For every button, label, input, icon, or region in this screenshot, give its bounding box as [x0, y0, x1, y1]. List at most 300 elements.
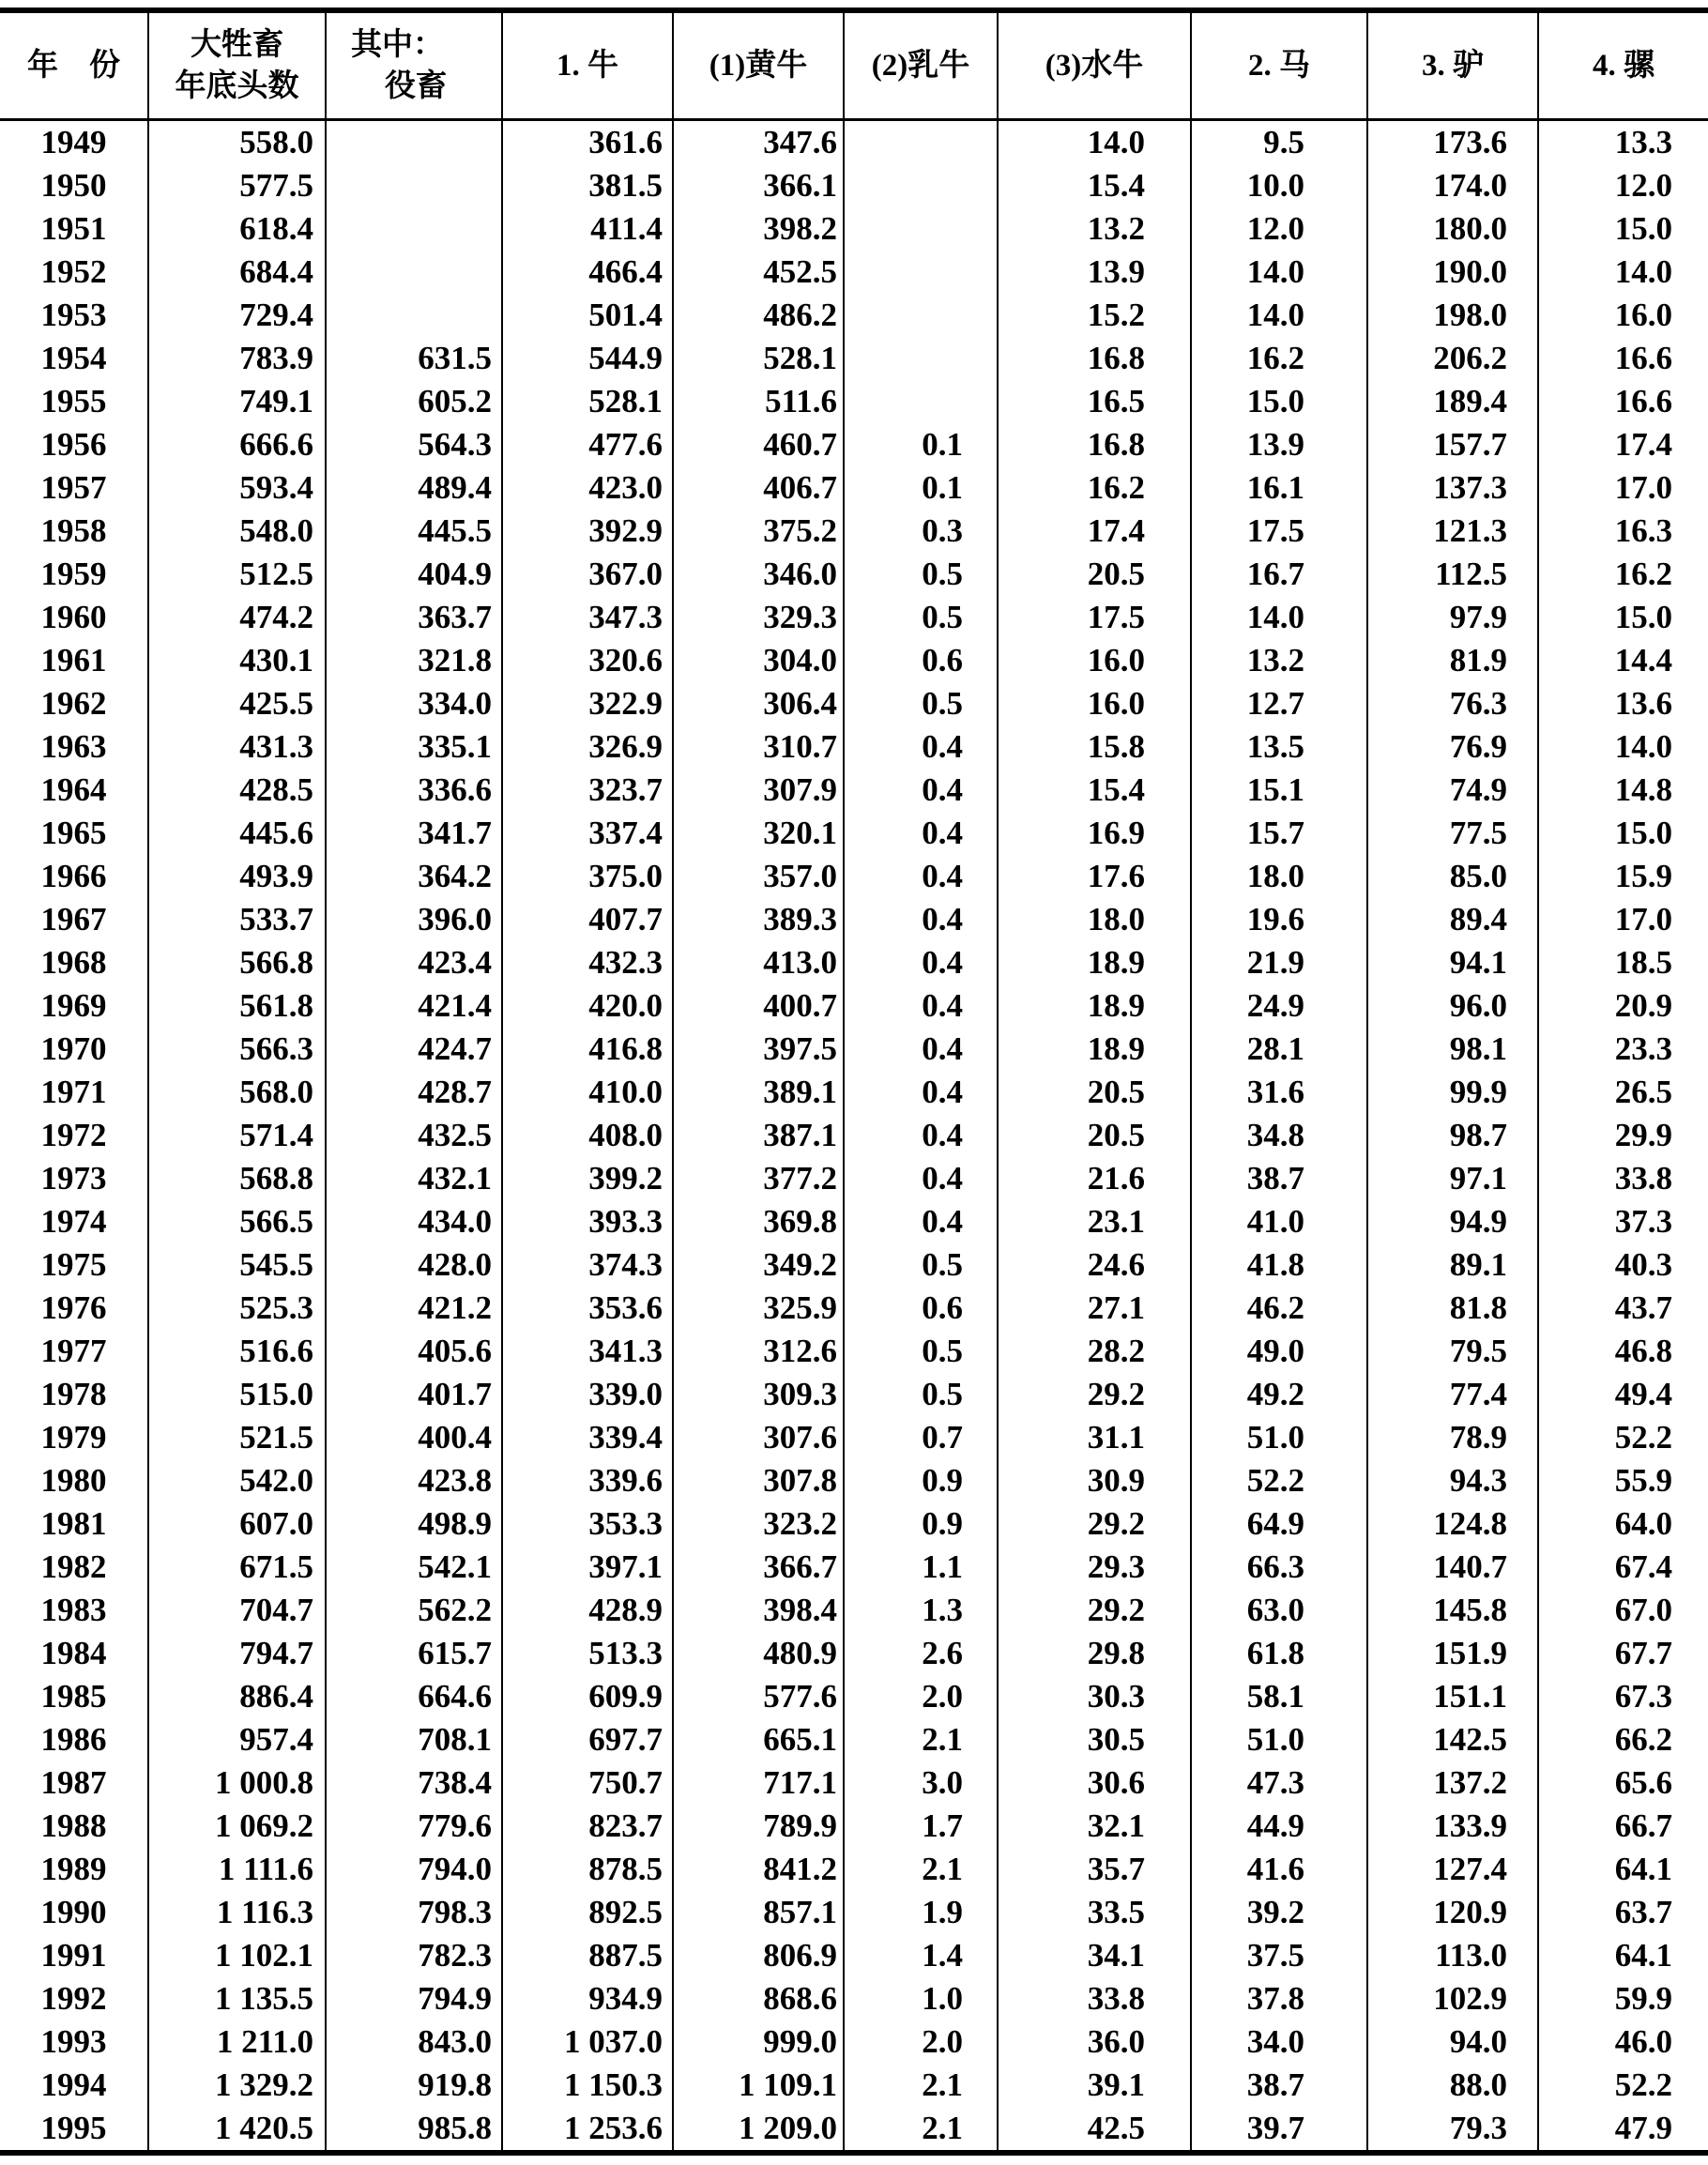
value-cell-yellow-cattle-1987: 717.1 — [673, 1761, 844, 1805]
value-cell-draft-animals-1950 — [326, 164, 502, 207]
value-cell-donkey-1950: 174.0 — [1367, 164, 1538, 207]
table-row-1953 — [0, 294, 1708, 337]
value-cell-dairy-cattle-1959: 0.5 — [844, 553, 998, 596]
table-body — [0, 120, 1708, 2154]
livestock-table — [0, 8, 1708, 2156]
value-cell-cattle-1970: 416.8 — [502, 1028, 673, 1071]
value-cell-yellow-cattle-1952: 452.5 — [673, 251, 844, 294]
value-cell-yellow-cattle-1989: 841.2 — [673, 1848, 844, 1891]
value-cell-water-buffalo-1984: 29.8 — [998, 1632, 1191, 1675]
value-cell-water-buffalo-1988: 32.1 — [998, 1805, 1191, 1848]
table-row-1987 — [0, 1761, 1708, 1805]
value-cell-water-buffalo-1975: 24.6 — [998, 1243, 1191, 1287]
value-cell-horse-1956: 13.9 — [1191, 423, 1367, 466]
value-cell-mule-1960: 15.0 — [1538, 596, 1708, 639]
value-cell-cattle-1949: 361.6 — [502, 120, 673, 165]
value-cell-dairy-cattle-1972: 0.4 — [844, 1114, 998, 1157]
year-cell-1961: 1961 — [40, 642, 107, 678]
value-cell-horse-1951: 12.0 — [1191, 207, 1367, 251]
year-cell-1962: 1962 — [40, 685, 107, 722]
value-cell-cattle-1985: 609.9 — [502, 1675, 673, 1718]
value-cell-dairy-cattle-1964: 0.4 — [844, 769, 998, 812]
table-row-1949 — [0, 120, 1708, 165]
value-cell-yellow-cattle-1986: 665.1 — [673, 1718, 844, 1761]
table-row-1965 — [0, 812, 1708, 855]
value-cell-yellow-cattle-1962: 306.4 — [673, 682, 844, 725]
value-cell-water-buffalo-1991: 34.1 — [998, 1934, 1191, 1977]
value-cell-dairy-cattle-1976: 0.6 — [844, 1287, 998, 1330]
value-cell-dairy-cattle-1960: 0.5 — [844, 596, 998, 639]
value-cell-cattle-1951: 411.4 — [502, 207, 673, 251]
value-cell-water-buffalo-1979: 31.1 — [998, 1416, 1191, 1459]
value-cell-total-1989: 1 111.6 — [148, 1848, 326, 1891]
value-cell-cattle-1983: 428.9 — [502, 1589, 673, 1632]
table-row-1975 — [0, 1243, 1708, 1287]
value-cell-cattle-1953: 501.4 — [502, 294, 673, 337]
value-cell-draft-animals-1990: 798.3 — [326, 1891, 502, 1934]
value-cell-water-buffalo-1962: 16.0 — [998, 682, 1191, 725]
col-header-total — [148, 10, 326, 120]
value-cell-donkey-1958: 121.3 — [1367, 510, 1538, 553]
value-cell-horse-1992: 37.8 — [1191, 1977, 1367, 2020]
value-cell-water-buffalo-1963: 15.8 — [998, 725, 1191, 769]
value-cell-donkey-1984: 151.9 — [1367, 1632, 1538, 1675]
value-cell-cattle-1976: 353.6 — [502, 1287, 673, 1330]
value-cell-mule-1970: 23.3 — [1538, 1028, 1708, 1071]
value-cell-water-buffalo-1951: 13.2 — [998, 207, 1191, 251]
value-cell-dairy-cattle-1974: 0.4 — [844, 1200, 998, 1243]
value-cell-cattle-1960: 347.3 — [502, 596, 673, 639]
col-header-cattle-line: 1. 牛 — [557, 49, 618, 83]
table-row-1983 — [0, 1589, 1708, 1632]
value-cell-cattle-1975: 374.3 — [502, 1243, 673, 1287]
value-cell-mule-1957: 17.0 — [1538, 466, 1708, 510]
value-cell-donkey-1991: 113.0 — [1367, 1934, 1538, 1977]
year-cell-1985: 1985 — [40, 1678, 107, 1715]
value-cell-donkey-1966: 85.0 — [1367, 855, 1538, 898]
value-cell-mule-1979: 52.2 — [1538, 1416, 1708, 1459]
value-cell-draft-animals-1954: 631.5 — [326, 337, 502, 380]
value-cell-donkey-1961: 81.9 — [1367, 639, 1538, 682]
value-cell-mule-1951: 15.0 — [1538, 207, 1708, 251]
year-cell-1972: 1972 — [40, 1117, 107, 1153]
table-row-1990 — [0, 1891, 1708, 1934]
col-header-draft-animals-line: 役畜 — [385, 69, 447, 103]
value-cell-total-1953: 729.4 — [148, 294, 326, 337]
value-cell-donkey-1969: 96.0 — [1367, 984, 1538, 1028]
value-cell-cattle-1994: 1 150.3 — [502, 2064, 673, 2107]
value-cell-water-buffalo-1960: 17.5 — [998, 596, 1191, 639]
value-cell-total-1986: 957.4 — [148, 1718, 326, 1761]
value-cell-draft-animals-1951 — [326, 207, 502, 251]
value-cell-total-1962: 425.5 — [148, 682, 326, 725]
table-row-1980 — [0, 1459, 1708, 1502]
value-cell-water-buffalo-1964: 15.4 — [998, 769, 1191, 812]
value-cell-total-1994: 1 329.2 — [148, 2064, 326, 2107]
value-cell-mule-1955: 16.6 — [1538, 380, 1708, 423]
value-cell-cattle-1987: 750.7 — [502, 1761, 673, 1805]
value-cell-dairy-cattle-1961: 0.6 — [844, 639, 998, 682]
value-cell-horse-1978: 49.2 — [1191, 1373, 1367, 1416]
value-cell-horse-1974: 41.0 — [1191, 1200, 1367, 1243]
value-cell-dairy-cattle-1982: 1.1 — [844, 1546, 998, 1589]
value-cell-dairy-cattle-1973: 0.4 — [844, 1157, 998, 1200]
value-cell-dairy-cattle-1993: 2.0 — [844, 2020, 998, 2064]
value-cell-draft-animals-1991: 782.3 — [326, 1934, 502, 1977]
value-cell-draft-animals-1965: 341.7 — [326, 812, 502, 855]
value-cell-cattle-1989: 878.5 — [502, 1848, 673, 1891]
value-cell-total-1959: 512.5 — [148, 553, 326, 596]
col-header-total-line: 年底头数 — [175, 69, 299, 103]
value-cell-horse-1991: 37.5 — [1191, 1934, 1367, 1977]
value-cell-dairy-cattle-1981: 0.9 — [844, 1502, 998, 1546]
col-header-donkey — [1367, 10, 1538, 120]
value-cell-water-buffalo-1965: 16.9 — [998, 812, 1191, 855]
value-cell-water-buffalo-1977: 28.2 — [998, 1330, 1191, 1373]
year-cell-1970: 1970 — [40, 1030, 107, 1067]
value-cell-cattle-1965: 337.4 — [502, 812, 673, 855]
value-cell-draft-animals-1953 — [326, 294, 502, 337]
value-cell-dairy-cattle-1990: 1.9 — [844, 1891, 998, 1934]
year-cell-1980: 1980 — [40, 1462, 107, 1499]
value-cell-dairy-cattle-1989: 2.1 — [844, 1848, 998, 1891]
value-cell-dairy-cattle-1995: 2.1 — [844, 2107, 998, 2153]
value-cell-cattle-1977: 341.3 — [502, 1330, 673, 1373]
table-row-1989 — [0, 1848, 1708, 1891]
value-cell-total-1968: 566.8 — [148, 941, 326, 984]
value-cell-total-1990: 1 116.3 — [148, 1891, 326, 1934]
value-cell-yellow-cattle-1971: 389.1 — [673, 1071, 844, 1114]
value-cell-horse-1970: 28.1 — [1191, 1028, 1367, 1071]
value-cell-draft-animals-1970: 424.7 — [326, 1028, 502, 1071]
table-row-1984 — [0, 1632, 1708, 1675]
value-cell-horse-1985: 58.1 — [1191, 1675, 1367, 1718]
value-cell-water-buffalo-1966: 17.6 — [998, 855, 1191, 898]
value-cell-horse-1950: 10.0 — [1191, 164, 1367, 207]
year-cell-1960: 1960 — [40, 599, 107, 635]
value-cell-mule-1967: 17.0 — [1538, 898, 1708, 941]
col-header-horse — [1191, 10, 1367, 120]
value-cell-water-buffalo-1986: 30.5 — [998, 1718, 1191, 1761]
value-cell-total-1966: 493.9 — [148, 855, 326, 898]
year-cell-1965: 1965 — [40, 815, 107, 851]
year-cell-1989: 1989 — [40, 1851, 107, 1887]
value-cell-horse-1990: 39.2 — [1191, 1891, 1367, 1934]
value-cell-mule-1949: 13.3 — [1538, 120, 1708, 165]
value-cell-yellow-cattle-1965: 320.1 — [673, 812, 844, 855]
value-cell-mule-1975: 40.3 — [1538, 1243, 1708, 1287]
value-cell-water-buffalo-1974: 23.1 — [998, 1200, 1191, 1243]
value-cell-total-1980: 542.0 — [148, 1459, 326, 1502]
value-cell-dairy-cattle-1958: 0.3 — [844, 510, 998, 553]
value-cell-mule-1962: 13.6 — [1538, 682, 1708, 725]
table-row-1985 — [0, 1675, 1708, 1718]
table-row-1981 — [0, 1502, 1708, 1546]
value-cell-water-buffalo-1993: 36.0 — [998, 2020, 1191, 2064]
value-cell-total-1977: 516.6 — [148, 1330, 326, 1373]
value-cell-total-1972: 571.4 — [148, 1114, 326, 1157]
col-header-water-buffalo — [998, 10, 1191, 120]
year-cell-1963: 1963 — [40, 728, 107, 765]
value-cell-water-buffalo-1992: 33.8 — [998, 1977, 1191, 2020]
value-cell-donkey-1967: 89.4 — [1367, 898, 1538, 941]
table-row-1973 — [0, 1157, 1708, 1200]
value-cell-water-buffalo-1973: 21.6 — [998, 1157, 1191, 1200]
value-cell-draft-animals-1959: 404.9 — [326, 553, 502, 596]
value-cell-cattle-1984: 513.3 — [502, 1632, 673, 1675]
value-cell-donkey-1978: 77.4 — [1367, 1373, 1538, 1416]
value-cell-dairy-cattle-1991: 1.4 — [844, 1934, 998, 1977]
value-cell-donkey-1968: 94.1 — [1367, 941, 1538, 984]
table-row-1974 — [0, 1200, 1708, 1243]
value-cell-draft-animals-1973: 432.1 — [326, 1157, 502, 1200]
value-cell-mule-1987: 65.6 — [1538, 1761, 1708, 1805]
year-cell-1974: 1974 — [40, 1203, 107, 1240]
table-row-1961 — [0, 639, 1708, 682]
value-cell-total-1976: 525.3 — [148, 1287, 326, 1330]
value-cell-yellow-cattle-1958: 375.2 — [673, 510, 844, 553]
value-cell-yellow-cattle-1956: 460.7 — [673, 423, 844, 466]
value-cell-horse-1988: 44.9 — [1191, 1805, 1367, 1848]
value-cell-dairy-cattle-1956: 0.1 — [844, 423, 998, 466]
value-cell-horse-1960: 14.0 — [1191, 596, 1367, 639]
value-cell-total-1995: 1 420.5 — [148, 2107, 326, 2153]
value-cell-draft-animals-1968: 423.4 — [326, 941, 502, 984]
table-row-1963 — [0, 725, 1708, 769]
value-cell-cattle-1991: 887.5 — [502, 1934, 673, 1977]
value-cell-water-buffalo-1982: 29.3 — [998, 1546, 1191, 1589]
value-cell-water-buffalo-1956: 16.8 — [998, 423, 1191, 466]
value-cell-total-1987: 1 000.8 — [148, 1761, 326, 1805]
value-cell-total-1992: 1 135.5 — [148, 1977, 326, 2020]
value-cell-draft-animals-1989: 794.0 — [326, 1848, 502, 1891]
value-cell-horse-1962: 12.7 — [1191, 682, 1367, 725]
value-cell-draft-animals-1971: 428.7 — [326, 1071, 502, 1114]
col-header-yellow-cattle — [673, 10, 844, 120]
value-cell-total-1957: 593.4 — [148, 466, 326, 510]
value-cell-dairy-cattle-1965: 0.4 — [844, 812, 998, 855]
year-cell-1983: 1983 — [40, 1592, 107, 1628]
value-cell-dairy-cattle-1975: 0.5 — [844, 1243, 998, 1287]
year-cell-1988: 1988 — [40, 1807, 107, 1844]
year-cell-1952: 1952 — [40, 253, 107, 290]
value-cell-donkey-1990: 120.9 — [1367, 1891, 1538, 1934]
value-cell-water-buffalo-1949: 14.0 — [998, 120, 1191, 165]
table-row-1960 — [0, 596, 1708, 639]
value-cell-mule-1965: 15.0 — [1538, 812, 1708, 855]
value-cell-mule-1966: 15.9 — [1538, 855, 1708, 898]
table-row-1988 — [0, 1805, 1708, 1848]
year-cell-1991: 1991 — [40, 1937, 107, 1974]
value-cell-cattle-1964: 323.7 — [502, 769, 673, 812]
value-cell-total-1967: 533.7 — [148, 898, 326, 941]
value-cell-draft-animals-1977: 405.6 — [326, 1330, 502, 1373]
year-cell-1966: 1966 — [40, 858, 107, 894]
col-header-dairy-cattle — [844, 10, 998, 120]
value-cell-cattle-1963: 326.9 — [502, 725, 673, 769]
table-row-1991 — [0, 1934, 1708, 1977]
table-row-1956 — [0, 423, 1708, 466]
value-cell-cattle-1961: 320.6 — [502, 639, 673, 682]
value-cell-yellow-cattle-1980: 307.8 — [673, 1459, 844, 1502]
value-cell-draft-animals-1957: 489.4 — [326, 466, 502, 510]
value-cell-dairy-cattle-1949 — [844, 120, 998, 165]
value-cell-yellow-cattle-1981: 323.2 — [673, 1502, 844, 1546]
value-cell-total-1964: 428.5 — [148, 769, 326, 812]
col-header-draft-animals — [326, 10, 502, 120]
value-cell-mule-1964: 14.8 — [1538, 769, 1708, 812]
value-cell-water-buffalo-1955: 16.5 — [998, 380, 1191, 423]
value-cell-dairy-cattle-1954 — [844, 337, 998, 380]
value-cell-dairy-cattle-1979: 0.7 — [844, 1416, 998, 1459]
value-cell-dairy-cattle-1978: 0.5 — [844, 1373, 998, 1416]
value-cell-cattle-1986: 697.7 — [502, 1718, 673, 1761]
table-row-1976 — [0, 1287, 1708, 1330]
col-header-draft-animals-line: 其中： — [351, 28, 444, 62]
value-cell-cattle-1969: 420.0 — [502, 984, 673, 1028]
value-cell-donkey-1989: 127.4 — [1367, 1848, 1538, 1891]
col-header-donkey-line: 3. 驴 — [1422, 49, 1484, 83]
value-cell-horse-1968: 21.9 — [1191, 941, 1367, 984]
value-cell-cattle-1950: 381.5 — [502, 164, 673, 207]
value-cell-draft-animals-1978: 401.7 — [326, 1373, 502, 1416]
value-cell-draft-animals-1963: 335.1 — [326, 725, 502, 769]
value-cell-water-buffalo-1952: 13.9 — [998, 251, 1191, 294]
year-cell-1956: 1956 — [40, 426, 107, 463]
col-header-cattle — [502, 10, 673, 120]
value-cell-yellow-cattle-1988: 789.9 — [673, 1805, 844, 1848]
year-cell-1995: 1995 — [40, 2110, 107, 2146]
value-cell-dairy-cattle-1952 — [844, 251, 998, 294]
value-cell-mule-1990: 63.7 — [1538, 1891, 1708, 1934]
value-cell-donkey-1952: 190.0 — [1367, 251, 1538, 294]
header-row — [0, 10, 1708, 120]
value-cell-cattle-1980: 339.6 — [502, 1459, 673, 1502]
value-cell-cattle-1955: 528.1 — [502, 380, 673, 423]
value-cell-donkey-1971: 99.9 — [1367, 1071, 1538, 1114]
value-cell-cattle-1973: 399.2 — [502, 1157, 673, 1200]
value-cell-mule-1959: 16.2 — [1538, 553, 1708, 596]
value-cell-draft-animals-1983: 562.2 — [326, 1589, 502, 1632]
value-cell-water-buffalo-1989: 35.7 — [998, 1848, 1191, 1891]
table-row-1971 — [0, 1071, 1708, 1114]
value-cell-draft-animals-1956: 564.3 — [326, 423, 502, 466]
value-cell-horse-1969: 24.9 — [1191, 984, 1367, 1028]
value-cell-donkey-1995: 79.3 — [1367, 2107, 1538, 2153]
value-cell-water-buffalo-1990: 33.5 — [998, 1891, 1191, 1934]
value-cell-donkey-1956: 157.7 — [1367, 423, 1538, 466]
value-cell-cattle-1966: 375.0 — [502, 855, 673, 898]
value-cell-donkey-1977: 79.5 — [1367, 1330, 1538, 1373]
value-cell-horse-1987: 47.3 — [1191, 1761, 1367, 1805]
value-cell-cattle-1993: 1 037.0 — [502, 2020, 673, 2064]
value-cell-mule-1995: 47.9 — [1538, 2107, 1708, 2153]
value-cell-horse-1961: 13.2 — [1191, 639, 1367, 682]
value-cell-draft-animals-1961: 321.8 — [326, 639, 502, 682]
value-cell-dairy-cattle-1986: 2.1 — [844, 1718, 998, 1761]
year-cell-1968: 1968 — [40, 944, 107, 981]
col-header-horse-line: 2. 马 — [1248, 49, 1310, 83]
value-cell-draft-animals-1981: 498.9 — [326, 1502, 502, 1546]
value-cell-mule-1969: 20.9 — [1538, 984, 1708, 1028]
value-cell-mule-1984: 67.7 — [1538, 1632, 1708, 1675]
year-cell-1955: 1955 — [40, 383, 107, 419]
value-cell-mule-1954: 16.6 — [1538, 337, 1708, 380]
value-cell-water-buffalo-1967: 18.0 — [998, 898, 1191, 941]
col-header-dairy-cattle-line: (2)乳牛 — [871, 49, 970, 83]
value-cell-cattle-1981: 353.3 — [502, 1502, 673, 1546]
value-cell-draft-animals-1986: 708.1 — [326, 1718, 502, 1761]
value-cell-water-buffalo-1980: 30.9 — [998, 1459, 1191, 1502]
year-cell-1951: 1951 — [40, 210, 107, 247]
value-cell-water-buffalo-1953: 15.2 — [998, 294, 1191, 337]
table-row-1993 — [0, 2020, 1708, 2064]
value-cell-donkey-1985: 151.1 — [1367, 1675, 1538, 1718]
value-cell-dairy-cattle-1968: 0.4 — [844, 941, 998, 984]
table-row-1950 — [0, 164, 1708, 207]
value-cell-total-1958: 548.0 — [148, 510, 326, 553]
table-row-1986 — [0, 1718, 1708, 1761]
year-cell-1973: 1973 — [40, 1160, 107, 1197]
value-cell-horse-1957: 16.1 — [1191, 466, 1367, 510]
value-cell-mule-1952: 14.0 — [1538, 251, 1708, 294]
value-cell-yellow-cattle-1961: 304.0 — [673, 639, 844, 682]
value-cell-yellow-cattle-1959: 346.0 — [673, 553, 844, 596]
value-cell-donkey-1982: 140.7 — [1367, 1546, 1538, 1589]
value-cell-mule-1988: 66.7 — [1538, 1805, 1708, 1848]
year-cell-1986: 1986 — [40, 1721, 107, 1758]
value-cell-yellow-cattle-1990: 857.1 — [673, 1891, 844, 1934]
value-cell-mule-1978: 49.4 — [1538, 1373, 1708, 1416]
col-header-total-line: 大牲畜 — [191, 28, 283, 62]
value-cell-mule-1973: 33.8 — [1538, 1157, 1708, 1200]
value-cell-draft-animals-1949 — [326, 120, 502, 165]
value-cell-water-buffalo-1968: 18.9 — [998, 941, 1191, 984]
value-cell-horse-1954: 16.2 — [1191, 337, 1367, 380]
value-cell-cattle-1954: 544.9 — [502, 337, 673, 380]
col-header-yellow-cattle-line: (1)黄牛 — [709, 49, 808, 83]
value-cell-cattle-1995: 1 253.6 — [502, 2107, 673, 2153]
value-cell-draft-animals-1962: 334.0 — [326, 682, 502, 725]
table-row-1978 — [0, 1373, 1708, 1416]
table-row-1957 — [0, 466, 1708, 510]
value-cell-total-1975: 545.5 — [148, 1243, 326, 1287]
value-cell-yellow-cattle-1991: 806.9 — [673, 1934, 844, 1977]
year-cell-1992: 1992 — [40, 1980, 107, 2017]
table-row-1977 — [0, 1330, 1708, 1373]
value-cell-horse-1984: 61.8 — [1191, 1632, 1367, 1675]
value-cell-water-buffalo-1970: 18.9 — [998, 1028, 1191, 1071]
value-cell-dairy-cattle-1951 — [844, 207, 998, 251]
year-cell-1958: 1958 — [40, 512, 107, 549]
year-cell-1981: 1981 — [40, 1505, 107, 1542]
value-cell-total-1973: 568.8 — [148, 1157, 326, 1200]
table-row-1959 — [0, 553, 1708, 596]
value-cell-mule-1991: 64.1 — [1538, 1934, 1708, 1977]
table-row-1966 — [0, 855, 1708, 898]
value-cell-draft-animals-1972: 432.5 — [326, 1114, 502, 1157]
value-cell-yellow-cattle-1976: 325.9 — [673, 1287, 844, 1330]
value-cell-draft-animals-1995: 985.8 — [326, 2107, 502, 2153]
value-cell-horse-1966: 18.0 — [1191, 855, 1367, 898]
value-cell-water-buffalo-1954: 16.8 — [998, 337, 1191, 380]
value-cell-draft-animals-1994: 919.8 — [326, 2064, 502, 2107]
value-cell-horse-1975: 41.8 — [1191, 1243, 1367, 1287]
value-cell-water-buffalo-1983: 29.2 — [998, 1589, 1191, 1632]
value-cell-dairy-cattle-1967: 0.4 — [844, 898, 998, 941]
value-cell-dairy-cattle-1962: 0.5 — [844, 682, 998, 725]
value-cell-mule-1980: 55.9 — [1538, 1459, 1708, 1502]
